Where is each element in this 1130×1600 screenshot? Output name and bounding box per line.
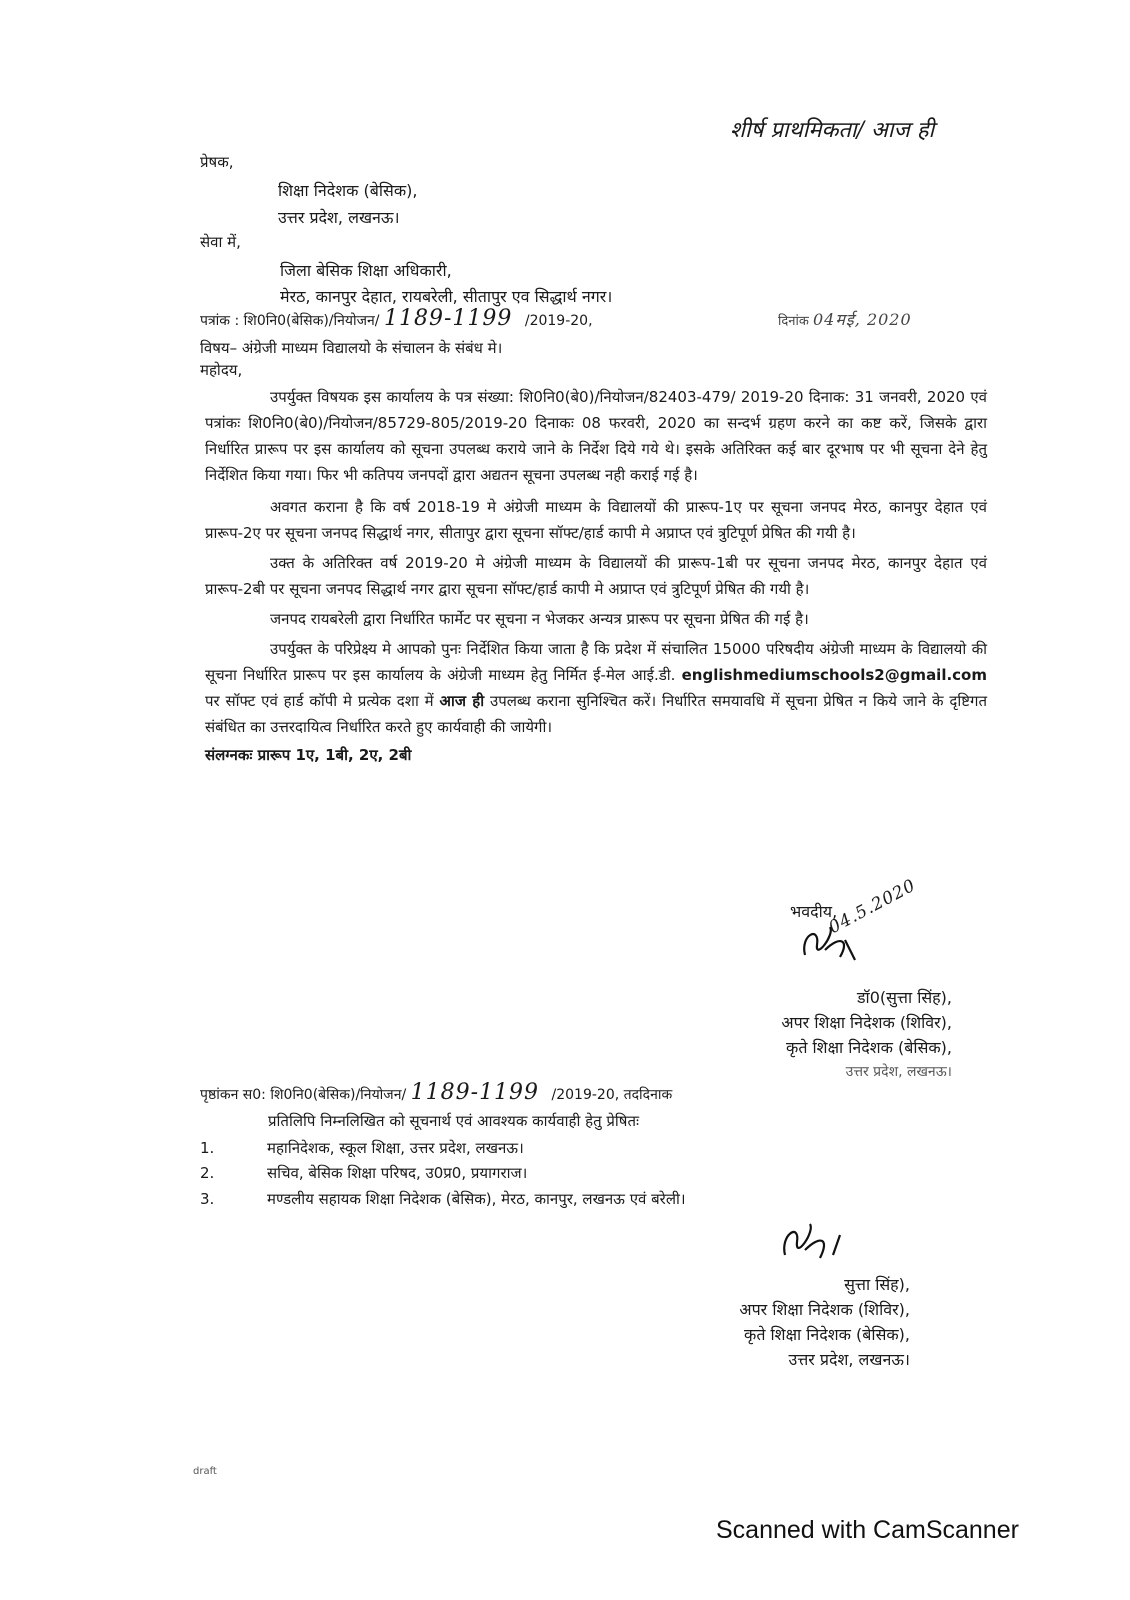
recipient-line-1: जिला बेसिक शिक्षा अधिकारी, <box>280 261 452 280</box>
letter-body <box>205 384 987 768</box>
reference-number: 1189-1199 <box>383 306 513 331</box>
list-item-number: 2. <box>200 1164 215 1182</box>
reference-year: /2019-20, <box>524 313 593 329</box>
signatory-1-place: उत्तर प्रदेश, लखनऊ। <box>845 1064 952 1080</box>
email-address: englishmediumschools2@gmail.com <box>681 666 987 684</box>
endorsement-intro: प्रतिलिपि निम्नलिखित को सूचनार्थ एवं आवश्यक कार्यवाही हेतु प्रेषितः <box>268 1112 640 1130</box>
paragraph-5-text-c: उपलब्ध कराना सुनिश्चित करें। निर्धारित समयावधि में सूचना प्रेषित न किये जाने के दृष्टिगत संबंधित का उत्तरदायित्व निर्धारित करते हुए कार्यवाही की जायेगी। <box>205 692 988 736</box>
endorsement-label: पृष्ठांकन स0: शि0नि0(बेसिक)/नियोजन/ <box>200 1087 407 1103</box>
subject-line: विषय– अंग्रेजी माध्यम विद्यालयो के संचालन के संबंध मे। <box>200 339 503 357</box>
closing-text: भवदीय, <box>790 902 838 921</box>
salutation: महोदय, <box>200 361 243 379</box>
signature-1-date: 04.5.2020 <box>825 875 920 938</box>
sender-line-1: शिक्षा निदेशक (बेसिक), <box>278 181 418 200</box>
signatory-1-designation: अपर शिक्षा निदेशक (शिविर), <box>781 1013 952 1032</box>
reference-label: पत्रांक : शि0नि0(बेसिक)/नियोजन/ <box>200 313 380 329</box>
signatory-2-designation: अपर शिक्षा निदेशक (शिविर), <box>739 1300 910 1319</box>
list-item <box>200 1163 527 1183</box>
handwritten-signature-2 <box>775 1210 865 1270</box>
reference-date-label: दिनांक <box>778 314 809 329</box>
endorsement-suffix: /2019-20, तददिनाक <box>551 1087 673 1103</box>
list-item-text: महानिदेशक, स्कूल शिक्षा, उत्तर प्रदेश, लखनऊ। <box>267 1139 524 1157</box>
signature-1-block <box>781 985 952 1085</box>
priority-heading: शीर्ष प्राथमिकता/ आज ही <box>730 118 935 143</box>
signatory-2-name: सुत्ता सिंह), <box>844 1275 910 1294</box>
list-item-number: 1. <box>200 1139 215 1157</box>
sender-line-2: उत्तर प्रदेश, लखनऊ। <box>278 208 400 227</box>
reference-date <box>778 308 912 330</box>
signatory-2-on-behalf: कृते शिक्षा निदेशक (बेसिक), <box>744 1325 910 1344</box>
paragraph-5-text-b: पर सॉफ्ट एवं हार्ड कॉपी मे प्रत्येक दशा में <box>205 692 440 710</box>
list-item <box>200 1189 686 1209</box>
endorsement-line <box>200 1080 672 1105</box>
signatory-1-on-behalf: कृते शिक्षा निदेशक (बेसिक), <box>786 1038 952 1057</box>
list-item <box>200 1138 524 1158</box>
scanner-watermark: Scanned with CamScanner <box>716 1516 1019 1544</box>
signatory-1-name: डॉ0(सुत्ता सिंह), <box>856 988 952 1007</box>
list-item-text: सचिव, बेसिक शिक्षा परिषद, उ0प्र0, प्रयागराज। <box>267 1164 528 1182</box>
paragraph-4: जनपद रायबरेली द्वारा निर्धारित फार्मेट पर सूचना न भेजकर अन्यत्र प्रारूप पर सूचना प्रेषित की गई है। <box>270 610 809 628</box>
recipient-line-2: मेरठ, कानपुर देहात, रायबरेली, सीतापुर एव सिद्धार्थ नगर। <box>280 287 613 306</box>
list-item-text: मण्डलीय सहायक शिक्षा निदेशक (बेसिक), मेरठ, कानपुर, लखनऊ एवं बरेली। <box>267 1190 686 1208</box>
draft-label: draft <box>193 1466 217 1477</box>
reference-date-value: 04मई, 2020 <box>812 310 912 329</box>
paragraph-5-text-a: उपर्युक्त के परिप्रेक्ष्य मे आपको पुनः निर्देशित किया जाता है कि प्रदेश में संचालित 15000 परिषदीय अंग्रेजी माध्यम के विद्यालयो की सूचना निर्धारित प्रारूप पर इस कार्यालय के अंग्रेजी माध्यम हेतु निर्मित ई-मेल आई.डी. <box>205 640 987 684</box>
paragraph-5 <box>205 636 987 740</box>
signature-2-block <box>739 1272 910 1372</box>
list-item-number: 3. <box>200 1190 215 1208</box>
emphasis-today: आज ही <box>439 692 485 710</box>
sender-label: प्रेषक, <box>200 153 234 171</box>
attachment-line: संलग्नकः प्रारूप 1ए, 1बी, 2ए, 2बी <box>205 746 412 764</box>
paragraph-1: उपर्युक्त विषयक इस कार्यालय के पत्र संख्या: शि0नि0(बे0)/नियोजन/82403-479/ 2019-20 दिनाक: 31 जनवरी, 2020 एवं पत्रांकः शि0नि0(बे0)/नियोजन/85729-805/2019-20 दिनाकः 08 फरवरी, 2020 का सन्दर्भ ग्रहण करने का कष्ट करें, जिसके द्वारा निर्धारित प्रारूप पर इस कार्यालय को सूचना उपलब्ध कराये जाने के निर्देश दिये गये थे। इसके अतिरिक्त कई बार दूरभाष पर भी सूचना देने हेतु निर्देशित किया गया। फिर भी कतिपय जनपदों द्वारा अद्यतन सूचना उपलब्ध नही कराई गई है। <box>205 388 987 484</box>
paragraph-2: अवगत कराना है कि वर्ष 2018-19 मे अंग्रेजी माध्यम के विद्यालयों की प्रारूप-1ए पर सूचना जनपद मेरठ, कानपुर देहात एवं प्रारूप-2ए पर सूचना जनपद सिद्धार्थ नगर, सीतापुर द्वारा सूचना सॉफ्ट/हार्ड कापी मे अप्राप्त एवं त्रुटिपूर्ण प्रेषित की गयी है। <box>205 498 987 542</box>
recipient-label: सेवा में, <box>200 233 241 251</box>
paragraph-3: उक्त के अतिरिक्त वर्ष 2019-20 मे अंग्रेजी माध्यम के विद्यालयों की प्रारूप-1बी पर सूचना जनपद मेरठ, कानपुर देहात एवं प्रारूप-2बी पर सूचना जनपद सिद्धार्थ नगर द्वारा सूचना सॉफ्ट/हार्ड कापी मे अप्राप्त एवं त्रुटिपूर्ण प्रेषित की गयी है। <box>205 554 987 598</box>
reference-line <box>200 306 593 331</box>
signatory-2-place: उत्तर प्रदेश, लखनऊ। <box>788 1350 910 1369</box>
endorsement-number: 1189-1199 <box>410 1080 540 1105</box>
